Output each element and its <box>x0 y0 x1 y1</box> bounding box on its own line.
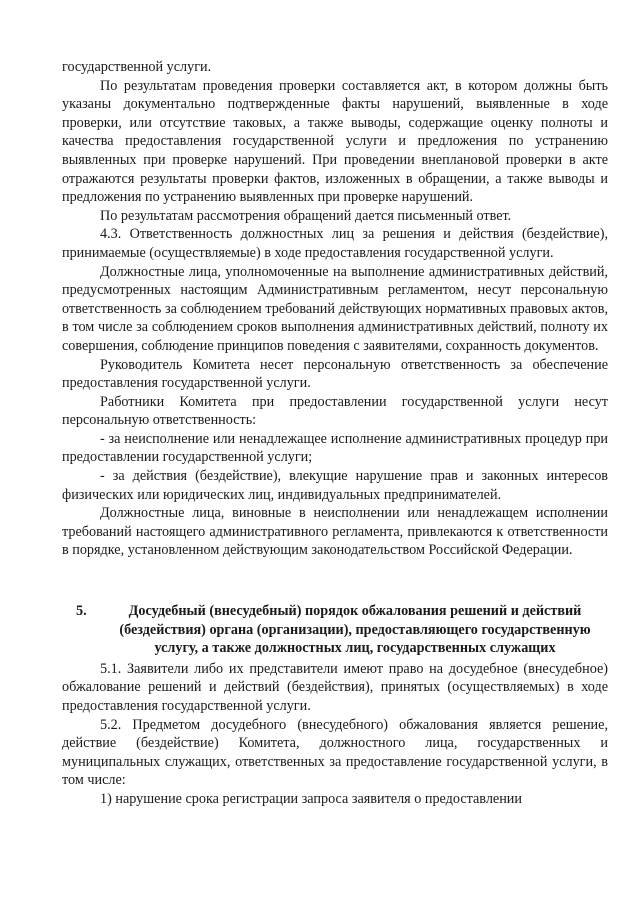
paragraph-continuation: государственной услуги. <box>62 59 212 75</box>
paragraph-4-3-heading: 4.3. Ответственность должностных лиц за решения и действия (бездействие), принимаемые (осуществляемые) в ходе предоставления государственной услуги. <box>62 226 608 261</box>
paragraph-officials-responsibility: Должностные лица, уполномоченные на выполнение административных действий, предусмотренных настоящим Административным регламентом, несут персональную ответственность за соблюдением требований действующих нормативных правовых актов, в том числе за соблюдением сроков выполнения административных действий, полноту их совершения, соблюдение принципов поведения с заявителями, сохранность документов. <box>62 263 608 354</box>
document-body <box>62 58 608 809</box>
paragraph-5-2: 5.2. Предметом досудебного (внесудебного) обжалования является решение, действие (бездействие) Комитета, должностного лица, государственных и муниципальных служащих, ответственных за предоставление государственной услуги, в том числе: <box>62 716 608 789</box>
section-5-heading <box>62 602 608 658</box>
paragraph-inspection-act: По результатам проведения проверки составляется акт, в котором должны быть указаны документально подтвержденные факты нарушений, выявленные в ходе проверки, или отсутствие таковых, а также выводы, содержащие оценку полноты и качества предоставления государственной услуги и предложения по устранению выявленных при проверке нарушений. При проведении внеплановой проверки в акте отражаются результаты проверки фактов, изложенных в обращении, а также выводы и предложения по устранению выявленных при проверке нарушений. <box>62 77 608 206</box>
paragraph-guilty-officials: Должностные лица, виновные в неисполнении или ненадлежащем исполнении требований настоящего административного регламента, привлекаются к ответственности в порядке, установленном действующим законодательством Российской Федерации. <box>62 505 608 559</box>
section-number: 5. <box>76 603 87 620</box>
paragraph-written-reply: По результатам рассмотрения обращений дается письменный ответ. <box>100 207 512 224</box>
paragraph-head-responsibility: Руководитель Комитета несет персональную ответственность за обеспечение предоставления государственной услуги. <box>62 356 608 392</box>
section-title: Досудебный (внесудебный) порядок обжалования решений и действий (бездействия) органа (организации), предоставляющего государственную услугу, а также должностных лиц, государственных служащих <box>119 603 591 657</box>
paragraph-5-1: 5.1. Заявители либо их представители имеют право на досудебное (внесудебное) обжалование решений и действий (бездействия), принятых (осуществляемых) в ходе предоставления государственной услуги. <box>62 660 608 714</box>
section-spacer <box>62 560 608 602</box>
list-item-procedures: - за неисполнение или ненадлежащее исполнение административных процедур при предоставлении государственной услуги; <box>62 430 608 466</box>
paragraph-employees-responsibility: Работники Комитета при предоставлении государственной услуги несут персональную ответственность: <box>62 393 608 429</box>
list-item-1: 1) нарушение срока регистрации запроса заявителя о предоставлении <box>100 790 522 807</box>
list-item-actions: - за действия (бездействие), влекущие нарушение прав и законных интересов физических или юридических лиц, индивидуальных предпринимателей. <box>62 468 608 503</box>
